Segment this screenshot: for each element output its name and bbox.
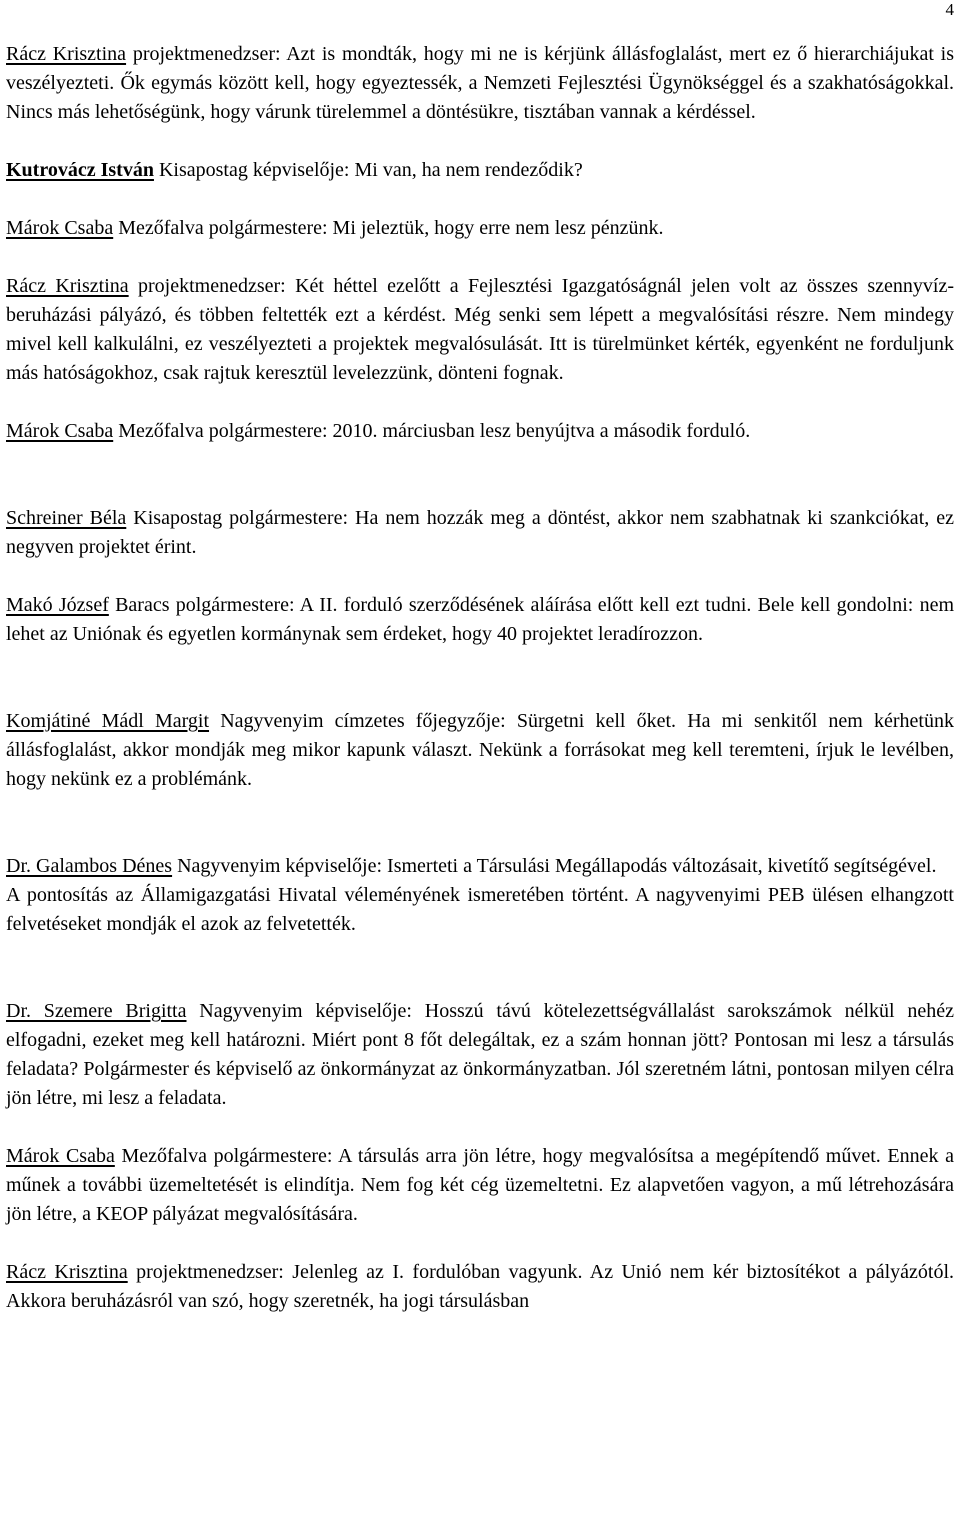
paragraph-text: Mezőfalva polgármestere: A társulás arra jön létre, hogy megvalósítsa a megépítendő művet. Ennek a műnek a további üzemeltetését is elindítja. Nem fog két cég üzemeltetni. Ez alapvetően vagyon, a mű létrehozására jön létre, a KEOP pályázat megvalósítására. [6, 1145, 954, 1225]
paragraph-text: Nagyvenyim képviselője: Hosszú távú kötelezettségvállalást sarokszámok nélkül nehéz elfogadni, ezeket meg kell határozni. Miért pont 8 főt delegáltak, ez a szám honnan jött? Pontosan mi lesz a társulás feladata? Polgármester és képviselő az önkormányzat az önkormányzatban. Jól szeretném látni, pontosan milyen célra jön létre, mi lesz a feladata. [6, 1000, 955, 1109]
speaker-name: Dr. Szemere Brigitta [6, 1000, 187, 1022]
paragraph [6, 40, 954, 127]
page-number: 4 [945, 0, 954, 19]
speaker-name: Komjátiné Mádl Margit [6, 710, 210, 732]
paragraph [6, 214, 954, 243]
paragraph-text: Mezőfalva polgármestere: 2010. márciusban lesz benyújtva a második forduló. [113, 420, 751, 442]
paragraph [6, 417, 954, 446]
paragraph-text: Kisapostag képviselője: Mi van, ha nem rendeződik? [153, 159, 583, 181]
paragraph-text: Baracs polgármestere: A II. forduló szerződésének aláírása előtt kell ezt tudni. Bele kell gondolni: nem lehet az Uniónak és egyetlen kormánynak sem érdeket, hogy 40 projektet leradírozzon. [6, 594, 954, 645]
speaker-name: Dr. Galambos Dénes [6, 855, 173, 877]
speaker-name: Kutrovácz István [6, 159, 154, 181]
speaker-name: Schreiner Béla [6, 507, 127, 529]
paragraph [6, 156, 954, 185]
paragraph [6, 1142, 954, 1229]
speaker-name: Rácz Krisztina [6, 43, 127, 65]
paragraph-text: projektmenedzser: Azt is mondták, hogy mi ne is kérjünk állásfoglalást, mert ez ő hierarchiájukat is veszélyezteti. Ők egymás között kell, hogy egyeztessék, a Nemzeti Fejlesztési Ügynökséggel és a szakhatóságokkal. Nincs más lehetőségünk, hogy várunk türelemmel a döntésükre, tisztában vannak a kérdéssel. [6, 43, 955, 123]
speaker-name: Márok Csaba [6, 1145, 115, 1167]
paragraph [6, 881, 954, 939]
paragraph-text: Mezőfalva polgármestere: Mi jeleztük, hogy erre nem lesz pénzünk. [113, 217, 664, 239]
paragraph [6, 504, 954, 562]
paragraph [6, 272, 954, 388]
speaker-name: Rácz Krisztina [6, 1261, 128, 1283]
paragraph-text: projektmenedzser: Két héttel ezelőtt a Fejlesztési Igazgatóságnál jelen volt az összes szennyvíz-beruházási pályázó, és többen feltették ezt a kérdést. Még senki sem lépett a megvalósítási részre. Nem mindegy mivel kell kalkulálni, ez veszélyezteti a projektek megvalósulását. Itt is türelmünket kérték, egyenként ne forduljunk más hatóságokhoz, csak rajtuk keresztül levelezzünk, dönteni fognak. [6, 275, 955, 384]
paragraph [6, 852, 954, 881]
paragraph [6, 591, 954, 649]
paragraph-text: Nagyvenyim címzetes főjegyzője: Sürgetni kell őket. Ha mi senkitől nem kérhetünk állásfoglalást, akkor mondják meg mikor kapunk választ. Nekünk a forrásokat meg kell teremteni, írjuk le levélben, hogy nekünk ez a problémánk. [6, 710, 954, 790]
paragraph-text: A pontosítás az Államigazgatási Hivatal véleményének ismeretében történt. A nagyvenyimi PEB ülésen elhangzott felvetéseket mondják el azok az felvetették. [6, 884, 954, 935]
paragraph-text: projektmenedzser: Jelenleg az I. fordulóban vagyunk. Az Unió nem kér biztosítékot a pályázótól. Akkora beruházásról van szó, hogy szeretnék, ha jogi társulásban [6, 1261, 955, 1312]
document-body [6, 40, 954, 1316]
speaker-name: Rácz Krisztina [6, 275, 129, 297]
paragraph [6, 707, 954, 794]
paragraph-text: Nagyvenyim képviselője: Ismerteti a Társulási Megállapodás változásait, kivetítő segítségével. [172, 855, 937, 877]
paragraph [6, 997, 954, 1113]
speaker-name: Márok Csaba [6, 217, 114, 239]
paragraph [6, 1258, 954, 1316]
paragraph-text: Kisapostag polgármestere: Ha nem hozzák meg a döntést, akkor nem szabhatnak ki szankciókat, ez negyven projektet érint. [6, 507, 954, 558]
speaker-name: Márok Csaba [6, 420, 114, 442]
speaker-name: Makó József [6, 594, 109, 616]
